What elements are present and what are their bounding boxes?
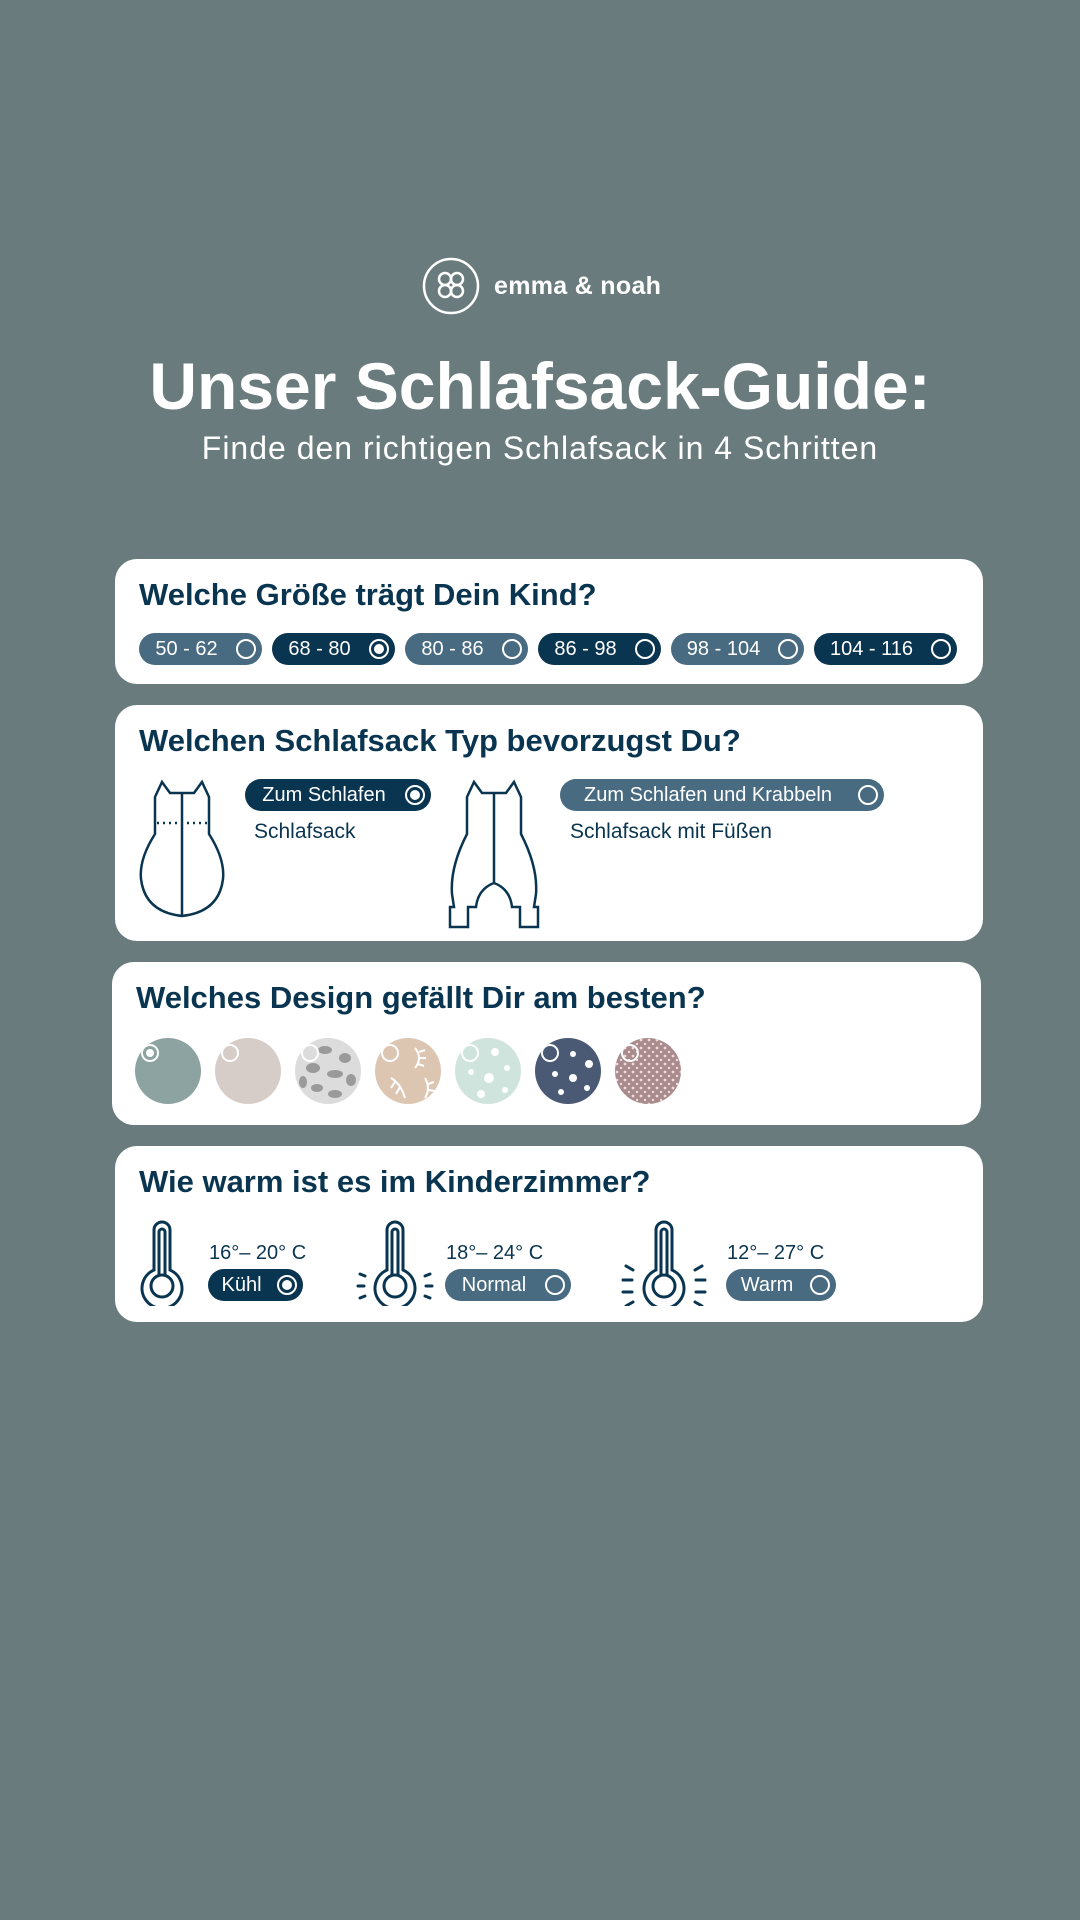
size-option-50-62[interactable]	[139, 633, 262, 665]
temperature-range: 18°– 24° C	[446, 1242, 544, 1264]
page-subtitle: Finde den richtigen Schlafsack in 4 Schritten	[201, 430, 879, 466]
type-option-label: Zum Schlafen	[262, 783, 386, 806]
brand-name: emma & noah	[494, 271, 662, 300]
size-option-68-80[interactable]	[272, 633, 395, 665]
size-card	[115, 559, 983, 684]
design-question: Welches Design gefällt Dir am besten?	[136, 980, 706, 1015]
design-card	[112, 962, 981, 1125]
size-option-80-86[interactable]	[405, 633, 528, 665]
brand-logo[interactable]	[422, 257, 661, 315]
temperature-card	[115, 1146, 983, 1322]
radio-icon	[301, 1044, 319, 1062]
radio-icon	[545, 1275, 565, 1295]
type-option-zum-schlafen-und-krabbeln[interactable]	[560, 779, 884, 811]
radio-icon	[221, 1044, 239, 1062]
radio-selected-icon	[277, 1275, 297, 1295]
brand-logo-icon	[422, 257, 480, 315]
temperature-option-label: Warm	[740, 1273, 794, 1296]
radio-icon	[858, 785, 878, 805]
design-swatch-leaves[interactable]	[375, 1038, 441, 1104]
radio-icon	[635, 639, 655, 659]
radio-selected-icon	[405, 785, 425, 805]
radio-icon	[461, 1044, 479, 1062]
radio-icon	[621, 1044, 639, 1062]
size-option-label: 80 - 86	[421, 637, 484, 660]
radio-icon	[541, 1044, 559, 1062]
size-option-label: 86 - 98	[554, 637, 617, 660]
page-title: Unser Schlafsack-Guide:	[149, 349, 931, 423]
radio-icon	[931, 639, 951, 659]
design-swatch-sand[interactable]	[215, 1038, 281, 1104]
radio-selected-icon	[369, 639, 389, 659]
size-option-98-104[interactable]	[671, 633, 804, 665]
design-swatch-mint-dots[interactable]	[455, 1038, 521, 1104]
radio-icon	[502, 639, 522, 659]
design-swatch-leopard[interactable]	[295, 1038, 361, 1104]
temperature-option-label: Normal	[461, 1273, 527, 1296]
temperature-range: 16°– 20° C	[209, 1242, 307, 1264]
type-option-zum-schlafen[interactable]	[245, 779, 431, 811]
design-swatch-sage[interactable]	[135, 1038, 201, 1104]
design-swatch-rose-speckles[interactable]	[615, 1038, 681, 1104]
type-option-desc: Schlafsack mit Füßen	[570, 820, 772, 843]
thermometer-cool-icon	[135, 1218, 189, 1306]
type-option-label: Zum Schlafen und Krabbeln	[584, 783, 832, 806]
sleeping-bag-icon	[137, 779, 227, 919]
temperature-option-normal[interactable]	[445, 1269, 571, 1301]
size-option-86-98[interactable]	[538, 633, 661, 665]
radio-icon	[810, 1275, 830, 1295]
size-option-label: 98 - 104	[686, 637, 761, 660]
size-option-label: 104 - 116	[829, 637, 914, 660]
temperature-question: Wie warm ist es im Kinderzimmer?	[139, 1164, 651, 1199]
size-option-104-116[interactable]	[814, 633, 957, 665]
temperature-option-label: Kühl	[221, 1273, 262, 1296]
radio-selected-icon	[141, 1044, 159, 1062]
type-card	[115, 705, 983, 941]
radio-icon	[778, 639, 798, 659]
sleeping-bag-with-feet-icon	[448, 779, 540, 929]
design-swatch-navy-spots[interactable]	[535, 1038, 601, 1104]
type-option-desc: Schlafsack	[254, 820, 356, 843]
temperature-option-kuehl[interactable]	[208, 1269, 303, 1301]
size-option-label: 68 - 80	[288, 637, 351, 660]
temperature-range: 12°– 27° C	[727, 1242, 825, 1264]
thermometer-normal-icon	[355, 1218, 435, 1306]
radio-icon	[381, 1044, 399, 1062]
radio-icon	[236, 639, 256, 659]
size-option-label: 50 - 62	[155, 637, 218, 660]
size-question: Welche Größe trägt Dein Kind?	[139, 577, 597, 612]
type-question: Welchen Schlafsack Typ bevorzugst Du?	[139, 723, 741, 758]
temperature-option-warm[interactable]	[726, 1269, 836, 1301]
thermometer-warm-icon	[621, 1218, 707, 1306]
